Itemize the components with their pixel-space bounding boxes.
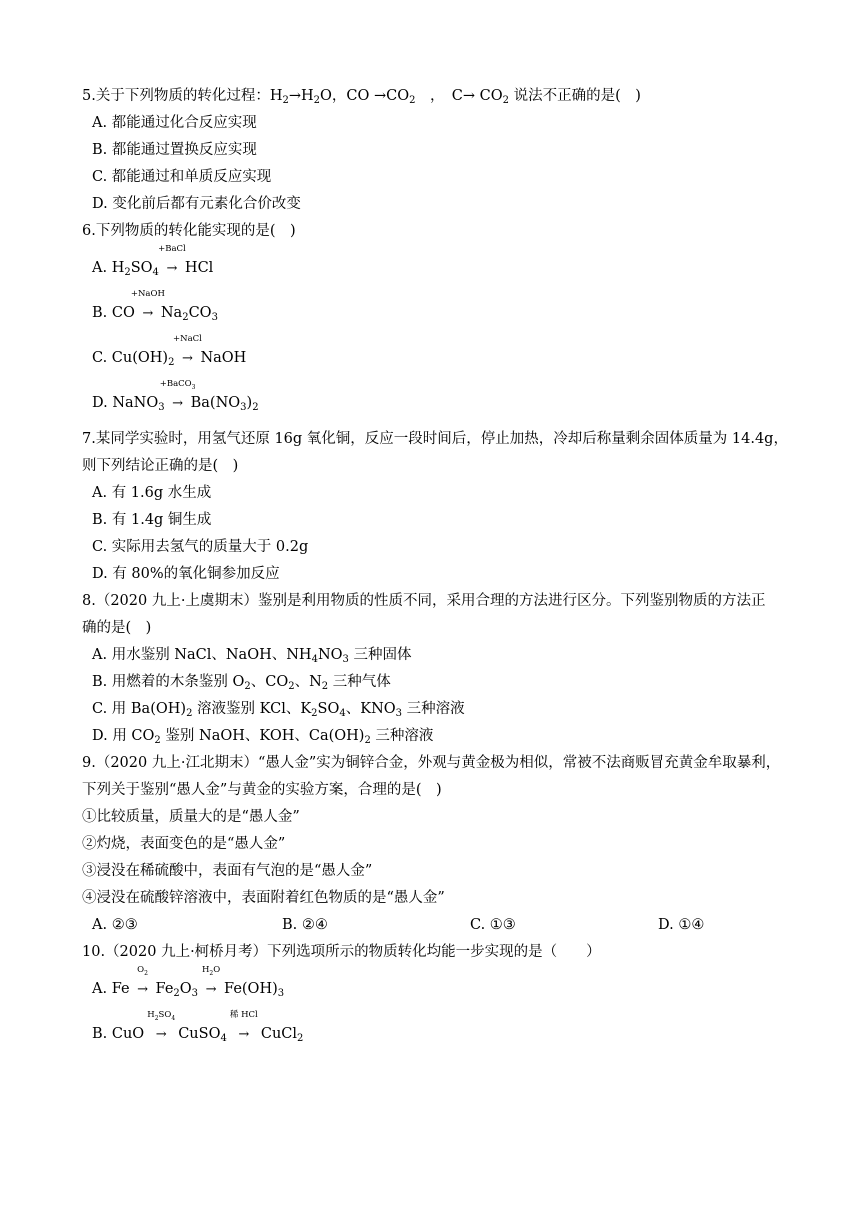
reaction-arrow: +BaCl → <box>158 244 186 276</box>
q9-choice-a: A. ②③ <box>92 917 138 933</box>
reaction-arrow: +BaCO$_3$ → <box>159 379 196 411</box>
q10-option-a: A. Fe $O_2$ → $Fe_2O_3$ $H_2O$ → $Fe(OH)_3$ <box>92 965 285 999</box>
q6-option-c: C. $Cu(OH)_2$ +NaCl → NaOH <box>92 334 247 368</box>
q9-item-4: ④浸没在硫酸锌溶液中，表面附着红色物质的是“愚人金” <box>82 890 445 906</box>
q7-stem-line1: 7.某同学实验时，用氢气还原 16g 氧化铜，反应一段时间后，停止加热，冷却后称量剩余固体质量为 14.4g， <box>82 431 788 447</box>
reaction-arrow: +NaCl → <box>173 334 202 366</box>
q9-choice-d: D. ①④ <box>658 917 705 933</box>
reaction-arrow: +NaOH → <box>130 289 165 321</box>
q9-stem-line2: 下列关于鉴别“愚人金”与黄金的实验方案，合理的是( ) <box>82 782 442 798</box>
reaction-arrow: $O_2$ → <box>137 965 148 997</box>
q5-option-c: C. 都能通过和单质反应实现 <box>92 169 272 185</box>
q8-option-b: B. 用燃着的木条鉴别 $O_2$、$CO_2$、$N_2$ 三种气体 <box>92 674 391 692</box>
q7-option-a: A. 有 1.6g 水生成 <box>92 485 212 501</box>
q10-option-b: B. CuO $H_2SO_4$ → CuSO$_4$ 稀 HCl → CuCl$_2$ <box>92 1010 304 1044</box>
reaction-arrow: $H_2SO_4$ → <box>147 1010 176 1042</box>
q6-option-b: B. CO +NaOH → $Na_2CO_3$ <box>92 289 218 323</box>
q8-stem-line1: 8.（2020 九上·上虞期末）鉴别是利用物质的性质不同，采用合理的方法进行区分。下列鉴别物质的方法正 <box>82 593 766 609</box>
q9-item-3: ③浸没在稀硫酸中，表面有气泡的是“愚人金” <box>82 863 373 879</box>
q5-option-d: D. 变化前后都有元素化合价改变 <box>92 196 301 212</box>
q9-item-1: ①比较质量，质量大的是“愚人金” <box>82 809 300 825</box>
q7-option-b: B. 有 1.4g 铜生成 <box>92 512 212 528</box>
q8-option-a: A. 用水鉴别 NaCl、NaOH、$NH_4NO_3$ 三种固体 <box>92 647 412 665</box>
q9-choice-c: C. ①③ <box>470 917 516 933</box>
q6-option-a: A. $H_2SO_4$ +BaCl → HCl <box>92 244 214 278</box>
reaction-arrow: 稀 HCl → <box>229 1010 258 1042</box>
q10-stem: 10.（2020 九上·柯桥月考）下列选项所示的物质转化均能一步实现的是（ ） <box>82 944 601 960</box>
q6-stem: 6.下列物质的转化能实现的是( ) <box>82 223 296 239</box>
q5-stem: 5.关于下列物质的转化过程：$H_2\to H_2O$，CO $\to CO_2$ ， $C\to CO_2$ 说法不正确的是( ) <box>82 88 641 106</box>
q5-option-b: B. 都能通过置换反应实现 <box>92 142 257 158</box>
q8-stem-line2: 确的是( ) <box>82 620 152 636</box>
q7-option-d: D. 有 80%的氧化铜参加反应 <box>92 566 280 582</box>
q5-option-a: A. 都能通过化合反应实现 <box>92 115 257 131</box>
q7-option-c: C. 实际用去氢气的质量大于 0.2g <box>92 539 309 555</box>
q9-choice-b: B. ②④ <box>282 917 328 933</box>
q9-stem-line1: 9.（2020 九上·江北期末）“愚人金”实为铜锌合金，外观与黄金极为相似，常被不法商贩冒充黄金牟取暴利， <box>82 755 781 771</box>
q8-option-d: D. 用 $CO_2$ 鉴别 NaOH、KOH、$Ca(OH)_2$ 三种溶液 <box>92 728 434 746</box>
q6-option-d: D. NaNO$_3$ +BaCO$_3$ → $Ba(NO_3)_2$ <box>92 379 259 413</box>
q7-stem-line2: 则下列结论正确的是( ) <box>82 458 239 474</box>
q8-option-c: C. 用 $Ba(OH)_2$ 溶液鉴别 KCl、$K_2SO_4$、$KNO_3$ 三种溶液 <box>92 701 465 719</box>
q9-item-2: ②灼烧，表面变色的是“愚人金” <box>82 836 286 852</box>
reaction-arrow: $H_2O$ → <box>201 965 221 997</box>
